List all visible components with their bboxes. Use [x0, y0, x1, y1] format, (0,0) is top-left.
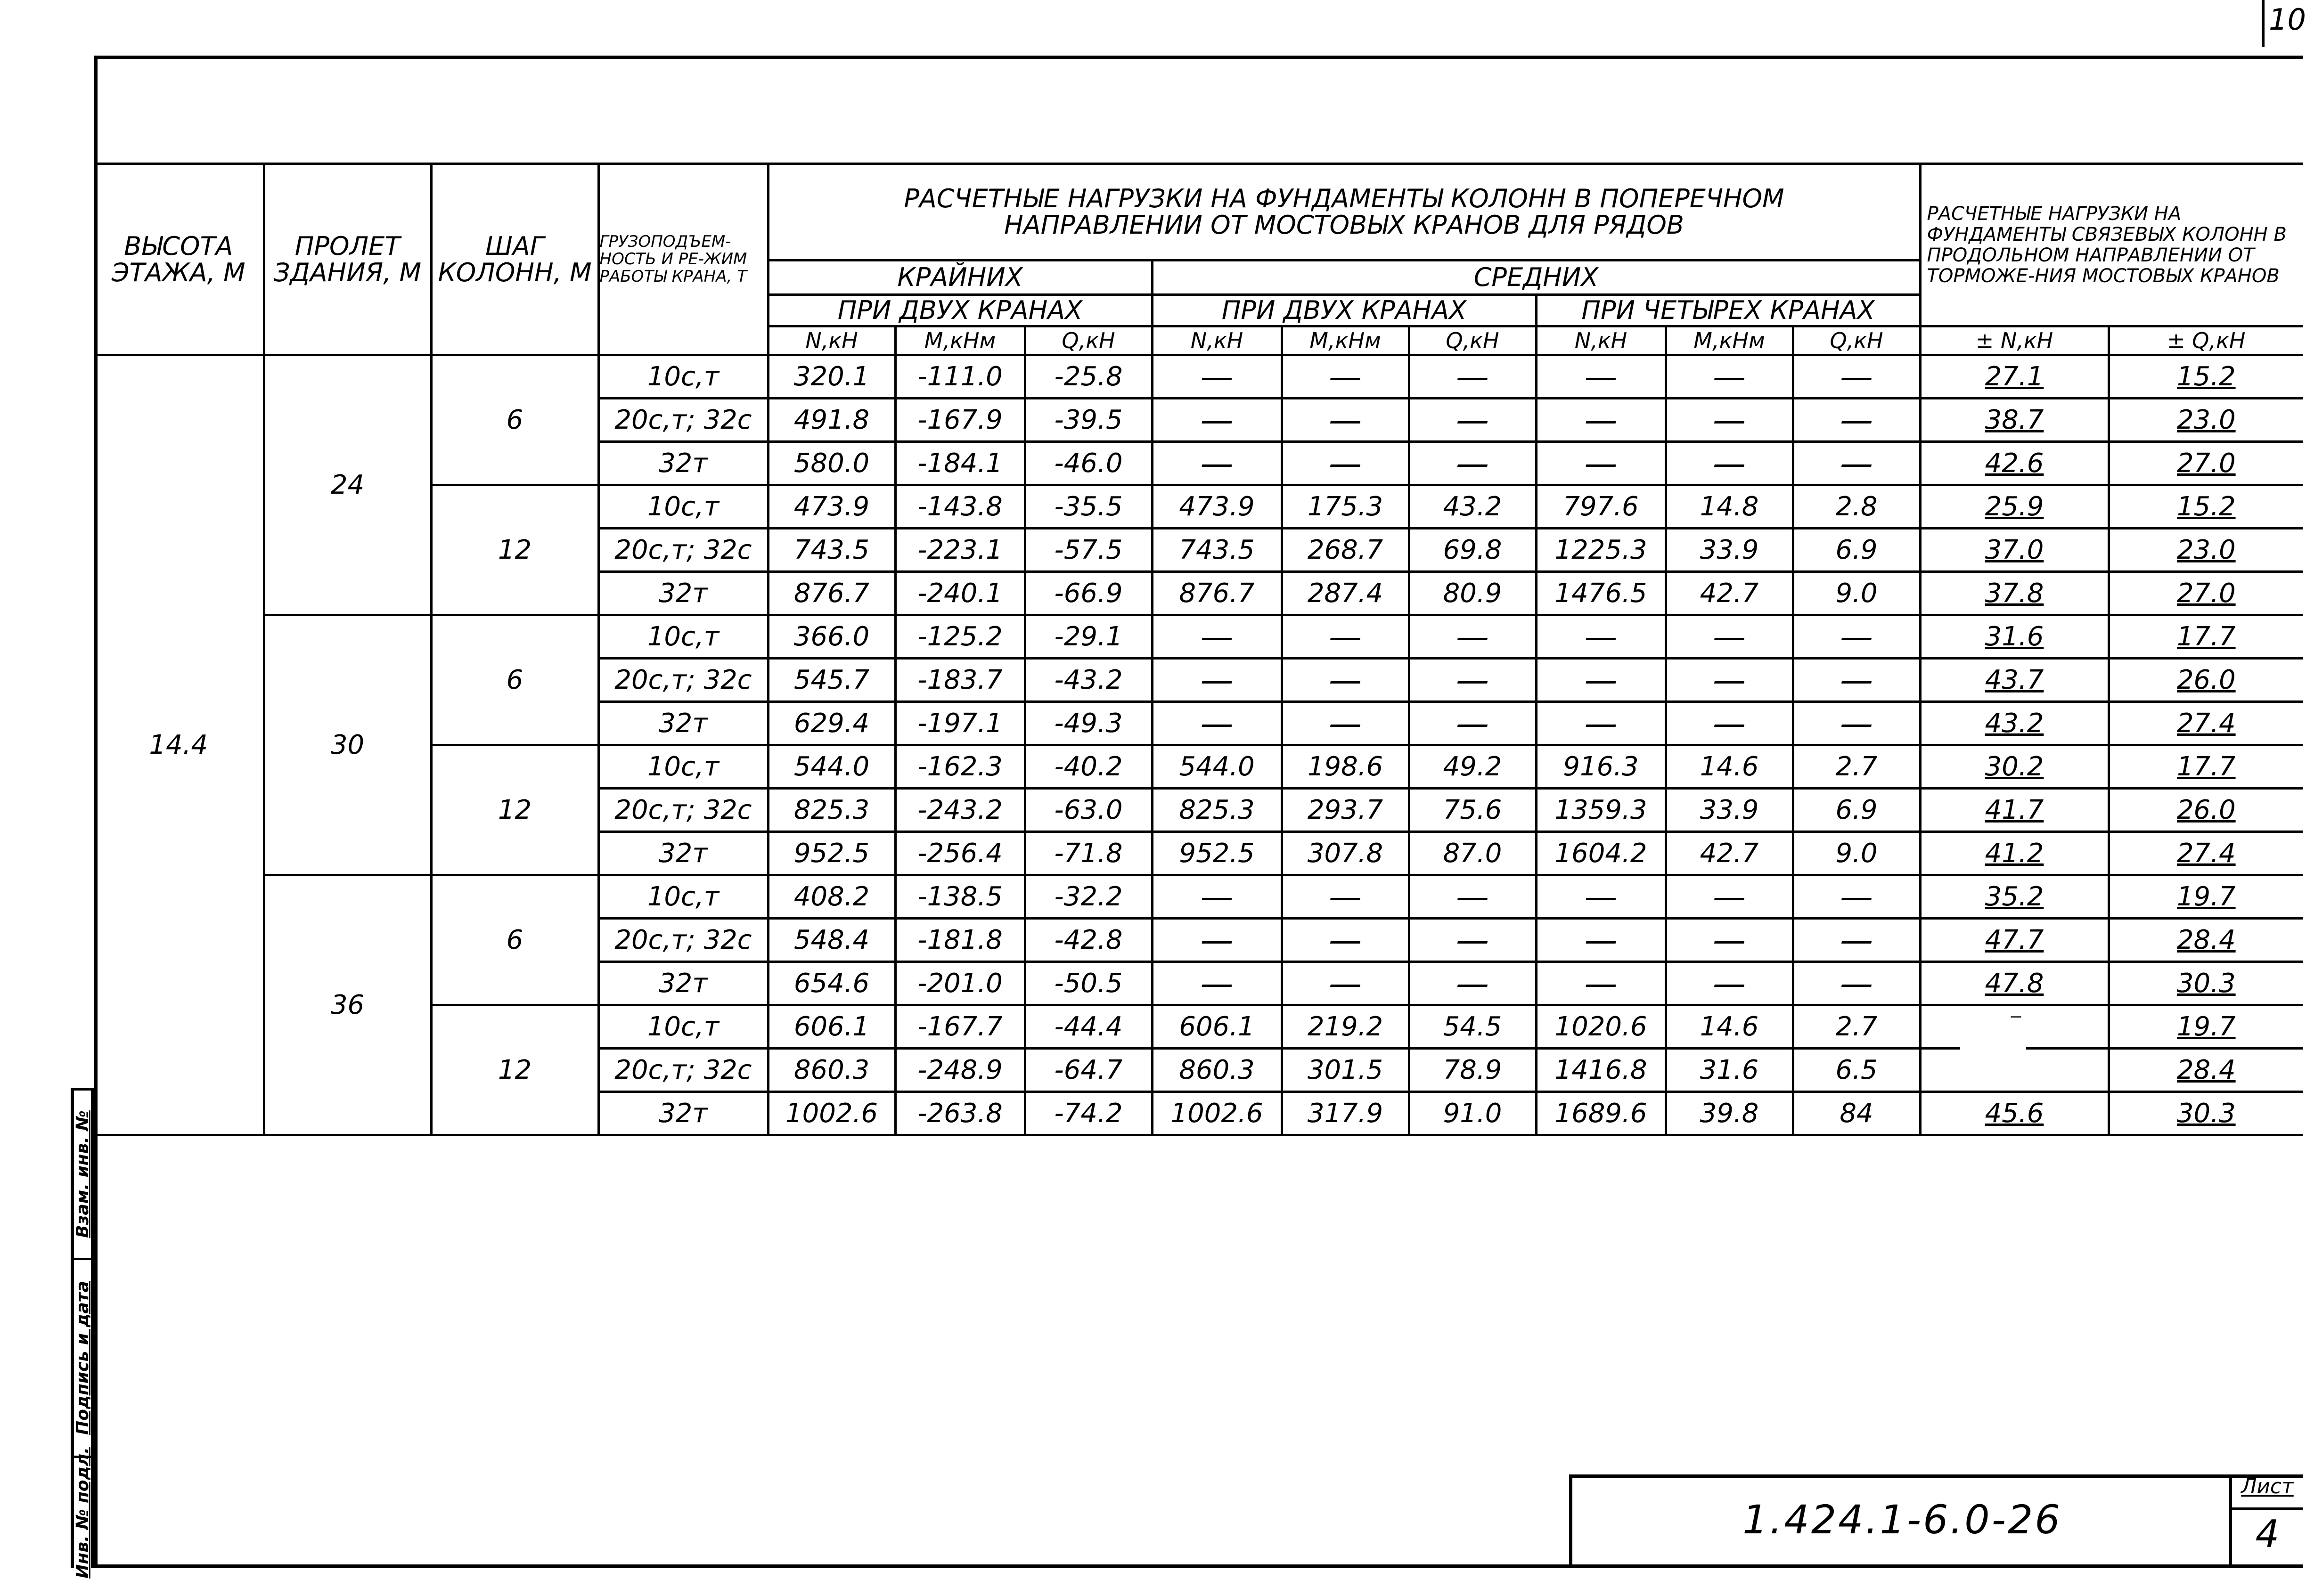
header-two-cranes-middle: ПРИ ДВУХ КРАНАХ: [1152, 295, 1536, 326]
span-cell: 24: [264, 355, 431, 615]
empty-dash-cell: —: [1536, 919, 1666, 962]
value-cell: 43.7: [1920, 659, 2109, 702]
header-longitudinal-loads: РАСЧЕТНЫЕ НАГРУЗКИ НА ФУНДАМЕНТЫ СВЯЗЕВЫХ КОЛОНН В ПРОДОЛЬНОМ НАПРАВЛЕНИИ ОТ ТОРМОЖЕ-НИЯ МОСТОВЫХ КРАНОВ: [1920, 164, 2303, 326]
table-row: [94, 615, 2303, 659]
value-cell: -181.8: [895, 919, 1025, 962]
empty-dash-cell: —: [1152, 355, 1282, 399]
value-cell: 87.0: [1409, 832, 1536, 875]
value-cell: -111.0: [895, 355, 1025, 399]
value-cell: 28.4: [2109, 1049, 2303, 1092]
value-cell: 876.7: [1152, 572, 1282, 615]
value-cell: -42.8: [1025, 919, 1152, 962]
value-cell: 33.9: [1666, 789, 1793, 832]
empty-dash-cell: —: [1152, 702, 1282, 745]
unit-m-outer: M,кНм: [895, 326, 1025, 355]
value-cell: 268.7: [1282, 529, 1409, 572]
value-cell: 825.3: [1152, 789, 1282, 832]
sheet-label: Лист: [2232, 1474, 2303, 1510]
value-cell: 6.9: [1793, 789, 1920, 832]
value-cell: 1002.6: [768, 1092, 895, 1135]
empty-dash-cell: —: [1282, 442, 1409, 485]
value-cell: 91.0: [1409, 1092, 1536, 1135]
document-code: 1.424.1-6.0-26: [1742, 1497, 2062, 1543]
unit-n-outer: N,кН: [768, 326, 895, 355]
value-cell: 75.6: [1409, 789, 1536, 832]
value-cell: 293.7: [1282, 789, 1409, 832]
crane-loads-table: [94, 163, 2303, 1136]
empty-dash-cell: —: [1536, 659, 1666, 702]
value-cell: 952.5: [768, 832, 895, 875]
side-label: Инв. № подл.: [73, 1447, 92, 1579]
crane-capacity-cell: 10с,т: [598, 1005, 768, 1049]
value-cell: 366.0: [768, 615, 895, 659]
empty-dash-cell: —: [1793, 919, 1920, 962]
header-two-cranes-outer: ПРИ ДВУХ КРАНАХ: [768, 295, 1152, 326]
crane-capacity-cell: 32т: [598, 442, 768, 485]
value-cell: 491.8: [768, 399, 895, 442]
value-cell: 797.6: [1536, 485, 1666, 529]
value-cell: 6.9: [1793, 529, 1920, 572]
unit-q-mid2: Q,кН: [1409, 326, 1536, 355]
unit-n-longitudinal: ± N,кН: [1920, 326, 2109, 355]
unit-q-outer: Q,кН: [1025, 326, 1152, 355]
value-cell: -74.2: [1025, 1092, 1152, 1135]
value-cell: -263.8: [895, 1092, 1025, 1135]
value-cell: 307.8: [1282, 832, 1409, 875]
ink-blot: [1960, 1018, 2026, 1074]
step-cell: 6: [431, 875, 598, 1005]
empty-dash-cell: —: [1409, 355, 1536, 399]
empty-dash-cell: —: [1282, 702, 1409, 745]
empty-dash-cell: —: [1152, 962, 1282, 1005]
empty-dash-cell: —: [1666, 399, 1793, 442]
value-cell: 580.0: [768, 442, 895, 485]
value-cell: -256.4: [895, 832, 1025, 875]
value-cell: 317.9: [1282, 1092, 1409, 1135]
value-cell: 17.7: [2109, 615, 2303, 659]
value-cell: 43.2: [1409, 485, 1536, 529]
value-cell: -63.0: [1025, 789, 1152, 832]
empty-dash-cell: —: [1536, 442, 1666, 485]
value-cell: 654.6: [768, 962, 895, 1005]
value-cell: 37.8: [1920, 572, 2109, 615]
table-row: [94, 875, 2303, 919]
value-cell: 33.9: [1666, 529, 1793, 572]
unit-n-mid2: N,кН: [1152, 326, 1282, 355]
step-cell: 12: [431, 745, 598, 875]
crane-capacity-cell: 32т: [598, 1092, 768, 1135]
value-cell: 78.9: [1409, 1049, 1536, 1092]
value-cell: 2.8: [1793, 485, 1920, 529]
value-cell: 14.8: [1666, 485, 1793, 529]
header-height: ВЫСОТА ЭТАЖА, М: [94, 164, 264, 355]
empty-dash-cell: —: [1409, 615, 1536, 659]
value-cell: 35.2: [1920, 875, 2109, 919]
value-cell: 14.6: [1666, 1005, 1793, 1049]
value-cell: -49.3: [1025, 702, 1152, 745]
value-cell: 31.6: [1920, 615, 2109, 659]
value-cell: 825.3: [768, 789, 895, 832]
corner-page-number: 10: [2269, 2, 2306, 37]
empty-dash-cell: —: [1409, 919, 1536, 962]
value-cell: 1689.6: [1536, 1092, 1666, 1135]
value-cell: -57.5: [1025, 529, 1152, 572]
crane-capacity-cell: 10с,т: [598, 355, 768, 399]
value-cell: 37.0: [1920, 529, 2109, 572]
value-cell: 1020.6: [1536, 1005, 1666, 1049]
value-cell: -243.2: [895, 789, 1025, 832]
value-cell: -44.4: [1025, 1005, 1152, 1049]
value-cell: 31.6: [1666, 1049, 1793, 1092]
value-cell: 42.6: [1920, 442, 2109, 485]
value-cell: -167.9: [895, 399, 1025, 442]
step-cell: 12: [431, 1005, 598, 1135]
side-cell-replaced-inv: [74, 1088, 91, 1258]
value-cell: 19.7: [2109, 1005, 2303, 1049]
table-row: [94, 355, 2303, 399]
header-outer-rows: КРАЙНИХ: [768, 261, 1152, 295]
value-cell: -46.0: [1025, 442, 1152, 485]
value-cell: 1002.6: [1152, 1092, 1282, 1135]
value-cell: 2.7: [1793, 1005, 1920, 1049]
value-cell: 544.0: [768, 745, 895, 789]
value-cell: 860.3: [768, 1049, 895, 1092]
empty-dash-cell: —: [1666, 615, 1793, 659]
value-cell: -40.2: [1025, 745, 1152, 789]
empty-dash-cell: —: [1152, 659, 1282, 702]
value-cell: 39.8: [1666, 1092, 1793, 1135]
empty-dash-cell: —: [1793, 355, 1920, 399]
value-cell: 1604.2: [1536, 832, 1666, 875]
value-cell: 175.3: [1282, 485, 1409, 529]
value-cell: 30.3: [2109, 962, 2303, 1005]
value-cell: 9.0: [1793, 832, 1920, 875]
empty-dash-cell: —: [1282, 875, 1409, 919]
side-cell-original-inv: [73, 1447, 92, 1579]
empty-dash-cell: —: [1282, 399, 1409, 442]
crane-capacity-cell: 20с,т; 32с: [598, 789, 768, 832]
header-span: ПРОЛЕТ ЗДАНИЯ, М: [264, 164, 431, 355]
crane-capacity-cell: 10с,т: [598, 485, 768, 529]
empty-dash-cell: —: [1409, 442, 1536, 485]
empty-dash-cell: —: [1152, 875, 1282, 919]
value-cell: -240.1: [895, 572, 1025, 615]
crane-capacity-cell: 10с,т: [598, 745, 768, 789]
value-cell: -167.7: [895, 1005, 1025, 1049]
value-cell: -39.5: [1025, 399, 1152, 442]
header-middle-rows: СРЕДНИХ: [1152, 261, 1920, 295]
value-cell: 27.4: [2109, 702, 2303, 745]
value-cell: 69.8: [1409, 529, 1536, 572]
empty-dash-cell: —: [1793, 615, 1920, 659]
crane-capacity-cell: 20с,т; 32с: [598, 399, 768, 442]
value-cell: 84: [1793, 1092, 1920, 1135]
crane-capacity-cell: 20с,т; 32с: [598, 1049, 768, 1092]
value-cell: 287.4: [1282, 572, 1409, 615]
empty-dash-cell: —: [1282, 919, 1409, 962]
value-cell: -223.1: [895, 529, 1025, 572]
header-crane-capacity: ГРУЗОПОДЪЕМ-НОСТЬ И РЕ-ЖИМ РАБОТЫ КРАНА, Т: [598, 164, 768, 355]
empty-dash-cell: —: [1152, 615, 1282, 659]
value-cell: -162.3: [895, 745, 1025, 789]
unit-n-mid4: N,кН: [1536, 326, 1666, 355]
value-cell: -29.1: [1025, 615, 1152, 659]
value-cell: 19.7: [2109, 875, 2303, 919]
sheet-number: 4: [2255, 1512, 2280, 1556]
value-cell: -248.9: [895, 1049, 1025, 1092]
value-cell: 952.5: [1152, 832, 1282, 875]
unit-m-mid2: M,кНм: [1282, 326, 1409, 355]
value-cell: 26.0: [2109, 659, 2303, 702]
crane-capacity-cell: 10с,т: [598, 615, 768, 659]
step-cell: 6: [431, 355, 598, 485]
value-cell: 49.2: [1409, 745, 1536, 789]
empty-dash-cell: —: [1282, 659, 1409, 702]
crane-capacity-cell: 10с,т: [598, 875, 768, 919]
value-cell: 1416.8: [1536, 1049, 1666, 1092]
value-cell: -32.2: [1025, 875, 1152, 919]
crane-capacity-cell: 32т: [598, 572, 768, 615]
value-cell: 301.5: [1282, 1049, 1409, 1092]
value-cell: 43.2: [1920, 702, 2109, 745]
value-cell: -35.5: [1025, 485, 1152, 529]
value-cell: 47.8: [1920, 962, 2109, 1005]
value-cell: 15.2: [2109, 485, 2303, 529]
value-cell: 42.7: [1666, 572, 1793, 615]
value-cell: 17.7: [2109, 745, 2303, 789]
value-cell: 860.3: [1152, 1049, 1282, 1092]
value-cell: 54.5: [1409, 1005, 1536, 1049]
title-block: [1569, 1474, 2303, 1568]
value-cell: 30.2: [1920, 745, 2109, 789]
value-cell: 743.5: [768, 529, 895, 572]
value-cell: 38.7: [1920, 399, 2109, 442]
value-cell: -50.5: [1025, 962, 1152, 1005]
empty-dash-cell: —: [1666, 875, 1793, 919]
value-cell: 23.0: [2109, 529, 2303, 572]
unit-q-longitudinal: ± Q,кН: [2109, 326, 2303, 355]
value-cell: -184.1: [895, 442, 1025, 485]
empty-dash-cell: —: [1536, 399, 1666, 442]
empty-dash-cell: —: [1536, 702, 1666, 745]
value-cell: 27.1: [1920, 355, 2109, 399]
value-cell: 545.7: [768, 659, 895, 702]
value-cell: 80.9: [1409, 572, 1536, 615]
value-cell: -66.9: [1025, 572, 1152, 615]
crane-capacity-cell: 32т: [598, 702, 768, 745]
unit-q-mid4: Q,кН: [1793, 326, 1920, 355]
value-cell: 606.1: [1152, 1005, 1282, 1049]
crane-capacity-cell: 20с,т; 32с: [598, 919, 768, 962]
value-cell: 1359.3: [1536, 789, 1666, 832]
empty-dash-cell: —: [1666, 442, 1793, 485]
empty-dash-cell: —: [1152, 399, 1282, 442]
value-cell: 27.0: [2109, 572, 2303, 615]
empty-dash-cell: —: [1152, 442, 1282, 485]
corner-rule: [2262, 0, 2265, 47]
value-cell: 544.0: [1152, 745, 1282, 789]
value-cell: 2.7: [1793, 745, 1920, 789]
side-stamp-strip: [71, 1088, 94, 1579]
value-cell: 25.9: [1920, 485, 2109, 529]
empty-dash-cell: —: [1282, 355, 1409, 399]
value-cell: 15.2: [2109, 355, 2303, 399]
value-cell: 876.7: [768, 572, 895, 615]
unit-m-mid4: M,кНм: [1666, 326, 1793, 355]
empty-dash-cell: —: [1536, 355, 1666, 399]
value-cell: 408.2: [768, 875, 895, 919]
crane-capacity-cell: 20с,т; 32с: [598, 529, 768, 572]
empty-dash-cell: —: [1152, 919, 1282, 962]
empty-dash-cell: —: [1793, 702, 1920, 745]
value-cell: 14.6: [1666, 745, 1793, 789]
value-cell: 629.4: [768, 702, 895, 745]
value-cell: -138.5: [895, 875, 1025, 919]
sheet-box: [2229, 1474, 2303, 1568]
value-cell: -71.8: [1025, 832, 1152, 875]
crane-capacity-cell: 32т: [598, 832, 768, 875]
value-cell: -183.7: [895, 659, 1025, 702]
side-label: Взам. инв. №: [73, 1110, 92, 1238]
empty-dash-cell: —: [1666, 919, 1793, 962]
height-cell: 14.4: [94, 355, 264, 1135]
header-column-step: ШАГ КОЛОНН, М: [431, 164, 598, 355]
empty-dash-cell: —: [1409, 702, 1536, 745]
value-cell: 219.2: [1282, 1005, 1409, 1049]
empty-dash-cell: —: [1793, 399, 1920, 442]
empty-dash-cell: —: [1536, 875, 1666, 919]
empty-dash-cell: —: [1536, 962, 1666, 1005]
value-cell: 41.7: [1920, 789, 2109, 832]
value-cell: 473.9: [1152, 485, 1282, 529]
side-cell-signature: [74, 1258, 91, 1456]
value-cell: 9.0: [1793, 572, 1920, 615]
empty-dash-cell: —: [1793, 442, 1920, 485]
value-cell: 320.1: [768, 355, 895, 399]
value-cell: 1476.5: [1536, 572, 1666, 615]
empty-dash-cell: —: [1666, 702, 1793, 745]
value-cell: 23.0: [2109, 399, 2303, 442]
value-cell: 473.9: [768, 485, 895, 529]
value-cell: -125.2: [895, 615, 1025, 659]
value-cell: 30.3: [2109, 1092, 2303, 1135]
crane-capacity-cell: 20с,т; 32с: [598, 659, 768, 702]
empty-dash-cell: —: [1666, 355, 1793, 399]
value-cell: 1225.3: [1536, 529, 1666, 572]
crane-capacity-cell: 32т: [598, 962, 768, 1005]
empty-dash-cell: —: [1536, 615, 1666, 659]
value-cell: 28.4: [2109, 919, 2303, 962]
empty-dash-cell: —: [1282, 962, 1409, 1005]
span-cell: 30: [264, 615, 431, 875]
value-cell: -197.1: [895, 702, 1025, 745]
step-cell: 6: [431, 615, 598, 745]
value-cell: 606.1: [768, 1005, 895, 1049]
empty-dash-cell: —: [1409, 875, 1536, 919]
value-cell: -143.8: [895, 485, 1025, 529]
side-label: Подпись и дата: [73, 1281, 92, 1435]
value-cell: 743.5: [1152, 529, 1282, 572]
value-cell: 548.4: [768, 919, 895, 962]
value-cell: 45.6: [1920, 1092, 2109, 1135]
empty-dash-cell: —: [1409, 659, 1536, 702]
empty-dash-cell: —: [1666, 962, 1793, 1005]
value-cell: 27.0: [2109, 442, 2303, 485]
value-cell: -43.2: [1025, 659, 1152, 702]
value-cell: 41.2: [1920, 832, 2109, 875]
empty-dash-cell: —: [1409, 962, 1536, 1005]
header-transverse-loads: РАСЧЕТНЫЕ НАГРУЗКИ НА ФУНДАМЕНТЫ КОЛОНН В ПОПЕРЕЧНОМ НАПРАВЛЕНИИ ОТ МОСТОВЫХ КРАНОВ ДЛЯ РЯДОВ: [768, 164, 1920, 261]
empty-dash-cell: —: [1793, 659, 1920, 702]
span-cell: 36: [264, 875, 431, 1135]
empty-dash-cell: —: [1666, 659, 1793, 702]
value-cell: -64.7: [1025, 1049, 1152, 1092]
value-cell: 26.0: [2109, 789, 2303, 832]
header-four-cranes: ПРИ ЧЕТЫРЕХ КРАНАХ: [1536, 295, 1920, 326]
value-cell: 916.3: [1536, 745, 1666, 789]
value-cell: 6.5: [1793, 1049, 1920, 1092]
value-cell: -25.8: [1025, 355, 1152, 399]
value-cell: 47.7: [1920, 919, 2109, 962]
value-cell: 27.4: [2109, 832, 2303, 875]
step-cell: 12: [431, 485, 598, 615]
empty-dash-cell: —: [1282, 615, 1409, 659]
value-cell: -201.0: [895, 962, 1025, 1005]
value-cell: 198.6: [1282, 745, 1409, 789]
value-cell: 42.7: [1666, 832, 1793, 875]
empty-dash-cell: —: [1793, 875, 1920, 919]
empty-dash-cell: —: [1793, 962, 1920, 1005]
empty-dash-cell: —: [1409, 399, 1536, 442]
